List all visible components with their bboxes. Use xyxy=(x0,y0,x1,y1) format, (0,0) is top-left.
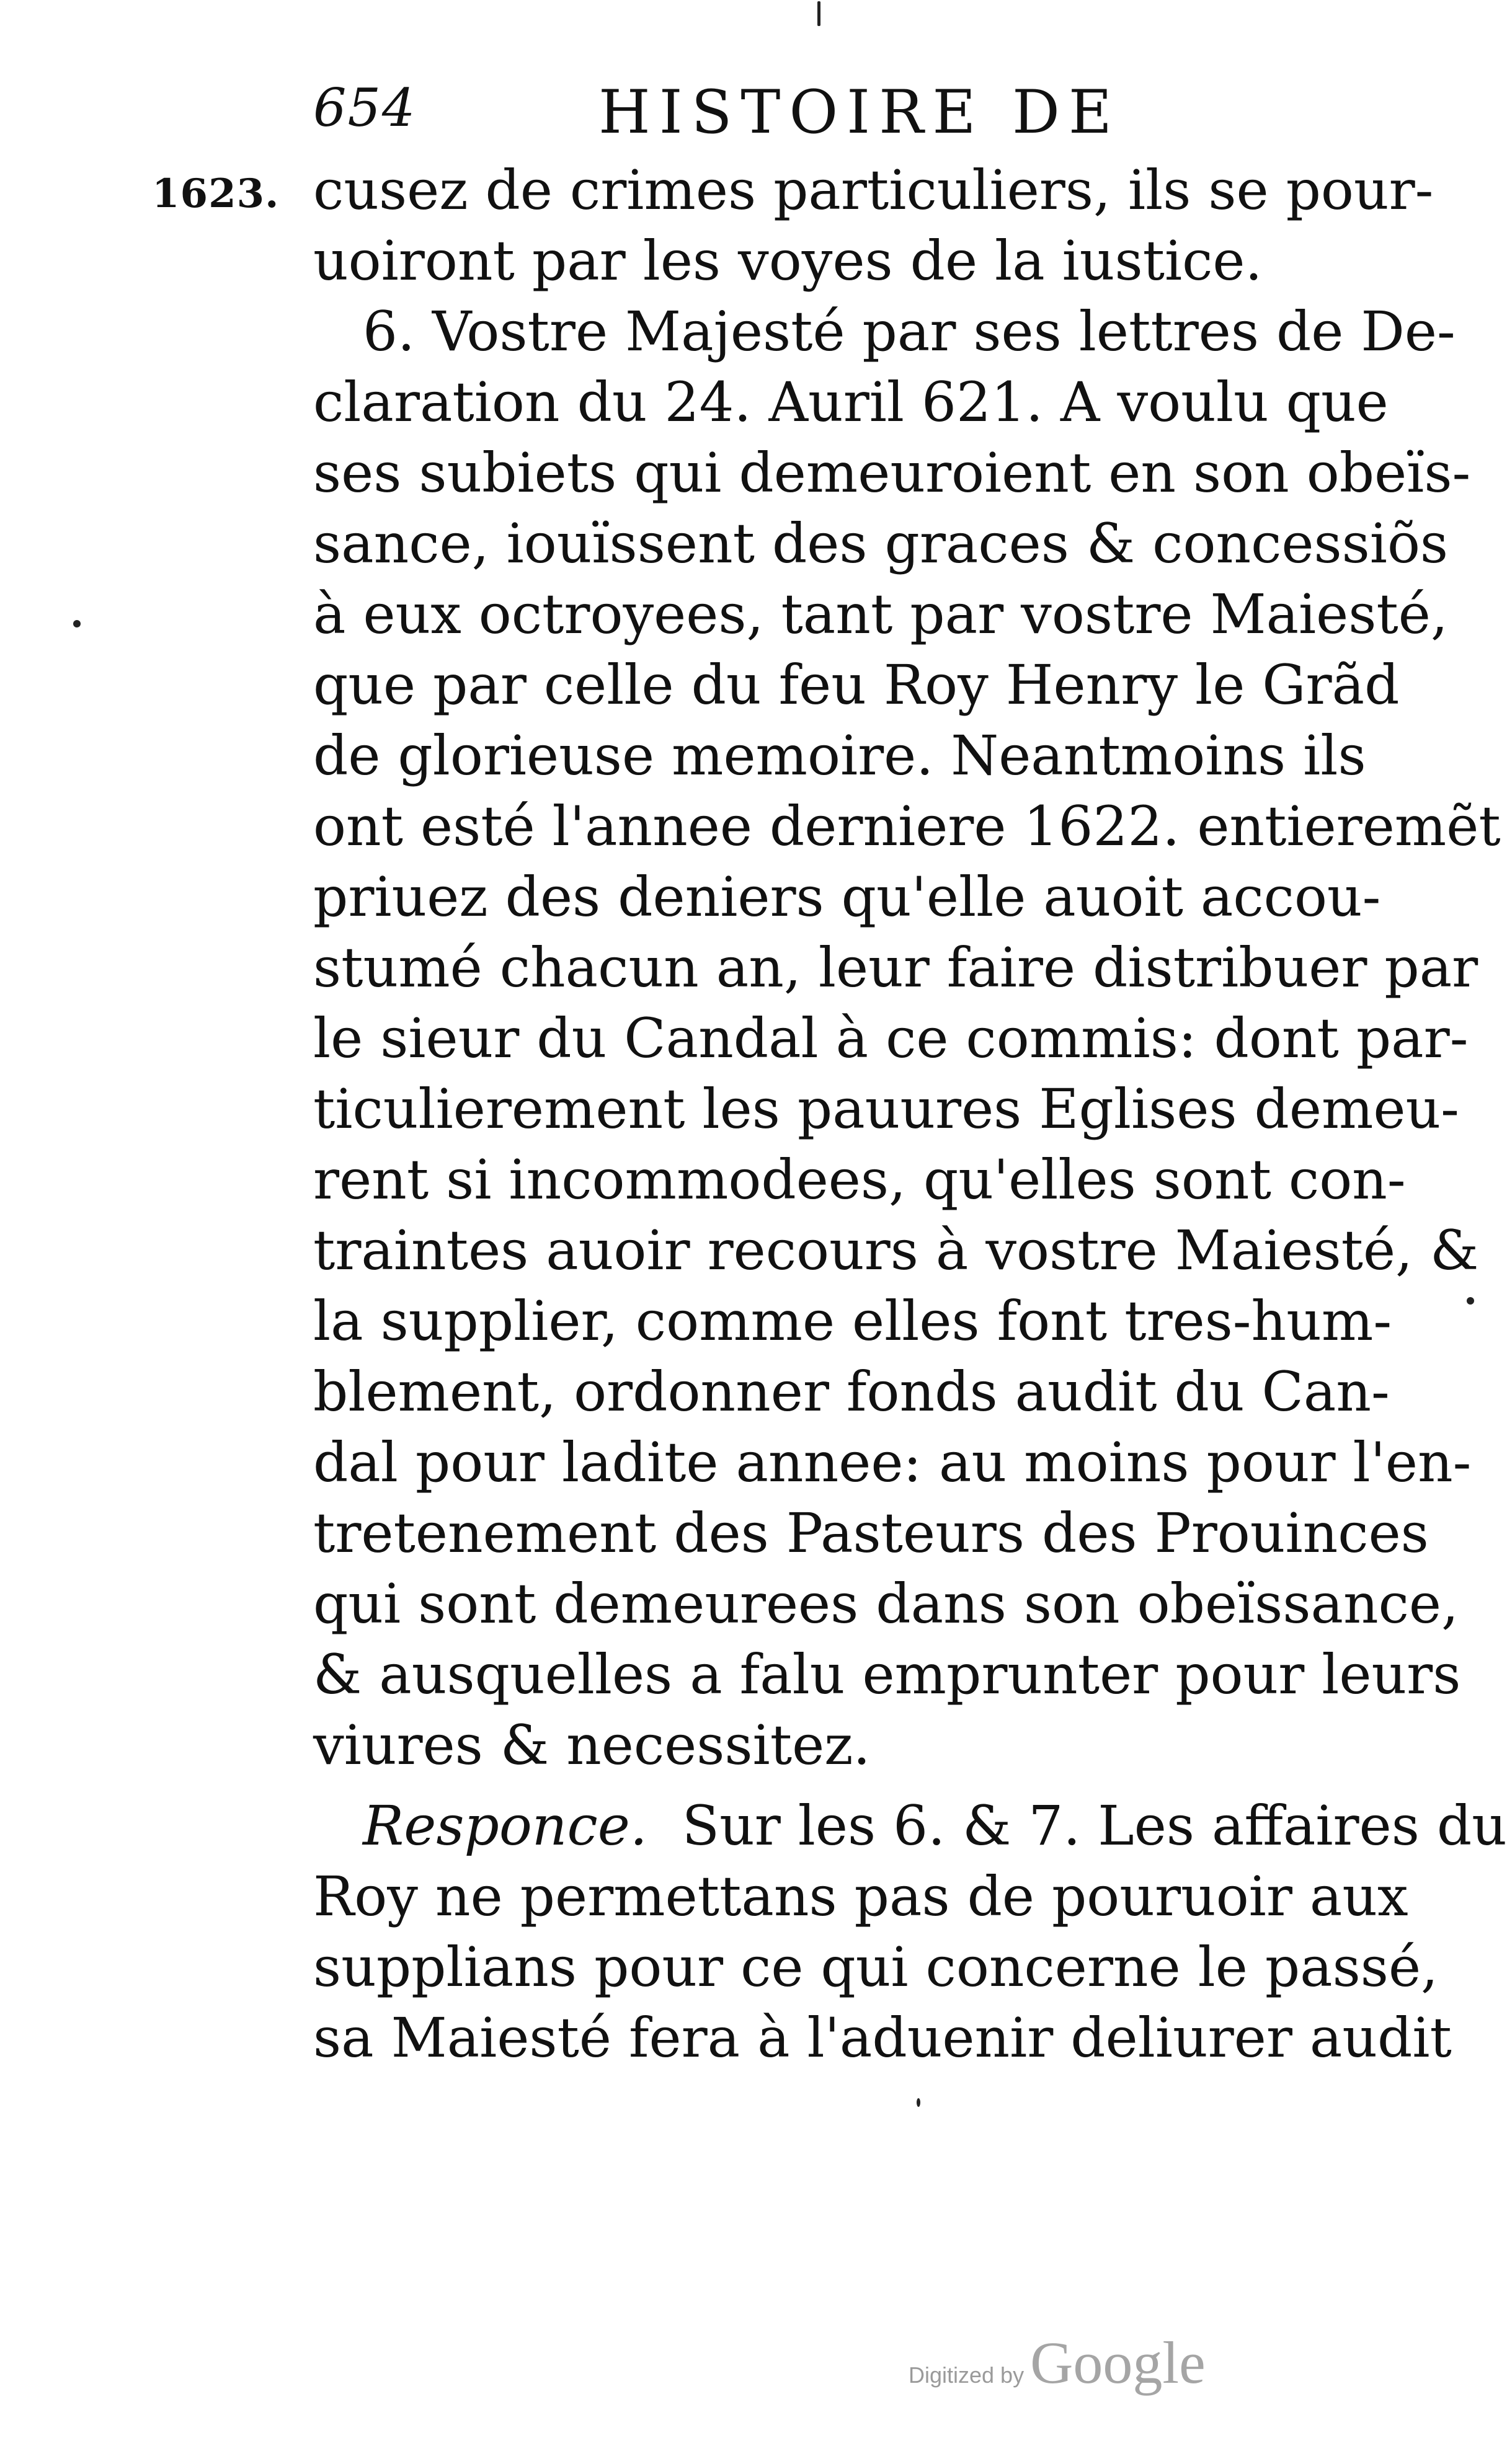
running-title: HISTOIRE DE xyxy=(598,78,1121,147)
text-line: sance, iouïssent des graces & concessiõs xyxy=(313,512,1449,575)
google-logo: Google xyxy=(1030,2329,1206,2396)
text-line: le sieur du Candal à ce commis: dont par- xyxy=(313,1006,1469,1070)
response-line: Roy ne permettans pas de pouruoir aux xyxy=(313,1864,1408,1928)
response-line: sa Maiesté fera à l'aduenir deliurer audit xyxy=(313,2006,1452,2070)
scan-speck xyxy=(1467,1297,1474,1305)
body-text xyxy=(313,155,1507,2073)
response-label: Responce. xyxy=(363,1794,647,1858)
text-line: que par celle du feu Roy Henry le Grãd xyxy=(313,653,1400,717)
page-number: 654 xyxy=(313,78,417,138)
text-line: ticulierement les pauures Eglises demeu- xyxy=(313,1077,1459,1141)
digitized-by-google-watermark xyxy=(909,2328,1206,2396)
running-head xyxy=(313,78,1361,146)
text-line: blement, ordonner fonds audit du Can- xyxy=(313,1360,1390,1424)
margin-year-note: 1623. xyxy=(152,171,280,217)
text-line: qui sont demeurees dans son obeïssance, xyxy=(313,1572,1459,1636)
text-line: la supplier, comme elles font tres-hum- xyxy=(313,1289,1392,1353)
text-line: priuez des deniers qu'elle auoit accou- xyxy=(313,865,1381,929)
text-line: cusez de crimes particuliers, ils se pour- xyxy=(313,158,1434,222)
response-first-line xyxy=(313,1791,1507,1861)
text-line: de glorieuse memoire. Neantmoins ils xyxy=(313,724,1366,787)
text-line: ses subiets qui demeuroient en son obeïs- xyxy=(313,441,1471,505)
text-line: traintes auoir recours à vostre Maiesté, & xyxy=(313,1218,1479,1282)
text-line: à eux octroyees, tant par vostre Maiesté, xyxy=(313,582,1448,646)
response-line: supplians pour ce qui concerne le passé, xyxy=(313,1935,1439,1999)
text-line: claration du 24. Auril 621. A voulu que xyxy=(313,370,1389,434)
scan-speck xyxy=(817,1,820,26)
text-line: ont esté l'annee derniere 1622. entieremẽt xyxy=(313,794,1501,858)
text-line: tretenement des Pasteurs des Prouinces xyxy=(313,1501,1429,1565)
response-text: Sur les 6. & 7. Les affaires du xyxy=(682,1794,1507,1858)
scan-speck xyxy=(917,2098,920,2107)
text-line: & ausquelles a falu emprunter pour leurs xyxy=(313,1642,1461,1706)
text-line: 6. Vostre Majesté par ses lettres de De- xyxy=(363,299,1456,363)
text-line: rent si incommodees, qu'elles sont con- xyxy=(313,1148,1406,1212)
text-line: stumé chacun an, leur faire distribuer par xyxy=(313,936,1478,999)
text-line: uoiront par les voyes de la iustice. xyxy=(313,229,1263,293)
text-line: dal pour ladite annee: au moins pour l'en- xyxy=(313,1430,1472,1494)
watermark-prefix: Digitized by xyxy=(909,2362,1025,2388)
scan-speck xyxy=(73,620,81,627)
text-line: viures & necessitez. xyxy=(313,1713,871,1777)
